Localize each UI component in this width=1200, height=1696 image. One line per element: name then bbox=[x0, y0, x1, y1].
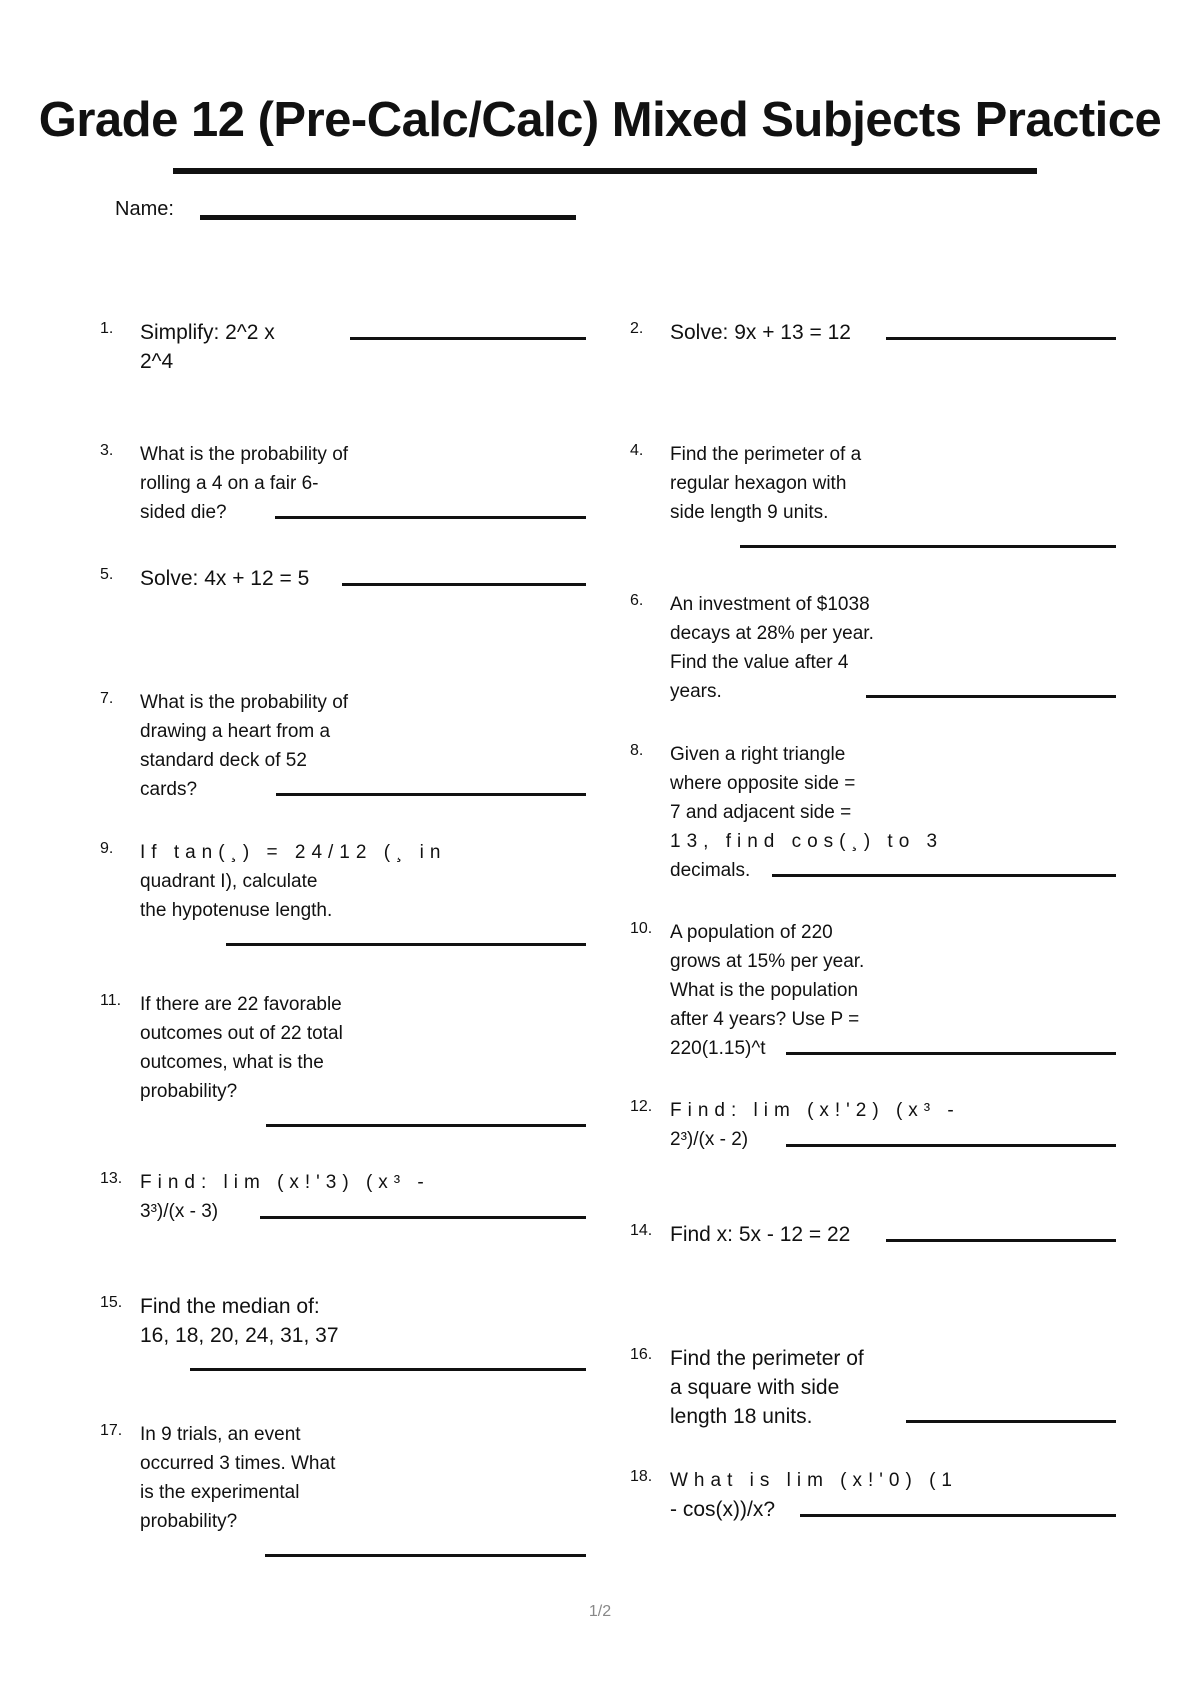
question-number: 12. bbox=[630, 1098, 653, 1115]
answer-line[interactable] bbox=[276, 793, 586, 796]
question-text: Solve: 9x + 13 = 12 bbox=[670, 321, 851, 344]
title-underline bbox=[173, 168, 1037, 174]
question-number: 17. bbox=[100, 1422, 123, 1439]
question-text-spaced: Find: lim (x!'2) (x³ - bbox=[670, 1100, 960, 1121]
question-text: Given a right triangle where opposite side = 7 and adjacent side = bbox=[670, 744, 856, 823]
question-text-spaced: Find: lim (x!'3) (x³ - bbox=[140, 1172, 430, 1193]
question-number: 13. bbox=[100, 1170, 123, 1187]
question-text: Find x: 5x - 12 = 22 bbox=[670, 1223, 851, 1246]
answer-line[interactable] bbox=[342, 583, 586, 586]
page-title: Grade 12 (Pre-Calc/Calc) Mixed Subjects Practice bbox=[38, 93, 1162, 147]
question-6 bbox=[630, 590, 1100, 706]
answer-line[interactable] bbox=[786, 1144, 1116, 1147]
question-text: - cos(x))/x? bbox=[670, 1498, 775, 1521]
answer-line[interactable] bbox=[350, 337, 586, 340]
question-text: If there are 22 favorable outcomes out of 22 total outcomes, what is the probability? bbox=[140, 994, 343, 1102]
question-8 bbox=[630, 740, 1100, 885]
answer-line[interactable] bbox=[740, 545, 1116, 548]
question-number: 3. bbox=[100, 442, 114, 459]
question-10 bbox=[630, 918, 1100, 1063]
question-number: 4. bbox=[630, 442, 644, 459]
question-number: 14. bbox=[630, 1222, 653, 1239]
question-text: What is the probability of rolling a 4 on a fair 6-sided die? bbox=[140, 444, 349, 523]
question-number: 9. bbox=[100, 840, 114, 857]
answer-line[interactable] bbox=[800, 1514, 1116, 1517]
name-label: Name: bbox=[115, 198, 174, 220]
question-16 bbox=[630, 1344, 1100, 1431]
question-text: Solve: 4x + 12 = 5 bbox=[140, 567, 310, 590]
question-13 bbox=[100, 1168, 570, 1226]
question-5 bbox=[100, 564, 570, 593]
question-text: 3³)/(x - 3) bbox=[140, 1201, 219, 1222]
question-text: 2³)/(x - 2) bbox=[670, 1129, 749, 1150]
question-text: What is the probability of drawing a heart from a standard deck of 52 cards? bbox=[140, 692, 349, 800]
answer-line[interactable] bbox=[266, 1124, 586, 1127]
answer-line[interactable] bbox=[260, 1216, 586, 1219]
question-number: 7. bbox=[100, 690, 114, 707]
question-number: 16. bbox=[630, 1346, 653, 1363]
question-11 bbox=[100, 990, 570, 1106]
question-text: Find the perimeter of a square with side length 18 units. bbox=[670, 1347, 864, 1428]
name-field[interactable] bbox=[200, 215, 576, 220]
question-18 bbox=[630, 1466, 1100, 1524]
question-12 bbox=[630, 1096, 1100, 1154]
answer-line[interactable] bbox=[886, 1239, 1116, 1242]
page-number: 1/2 bbox=[588, 1603, 612, 1620]
answer-line[interactable] bbox=[190, 1368, 586, 1371]
question-text: decimals. bbox=[670, 860, 751, 881]
question-text: Simplify: 2^2 x 2^4 bbox=[140, 321, 275, 373]
question-number: 6. bbox=[630, 592, 644, 609]
question-text-spaced: What is lim (x!'0) (1 bbox=[670, 1470, 958, 1491]
answer-line[interactable] bbox=[772, 874, 1116, 877]
question-number: 15. bbox=[100, 1294, 123, 1311]
question-2 bbox=[630, 318, 1100, 347]
answer-line[interactable] bbox=[866, 695, 1116, 698]
question-text: quadrant I), calculate the hypotenuse length. bbox=[140, 871, 333, 921]
question-17 bbox=[100, 1420, 570, 1536]
answer-line[interactable] bbox=[275, 516, 586, 519]
question-3 bbox=[100, 440, 570, 527]
question-15 bbox=[100, 1292, 570, 1350]
question-1 bbox=[100, 318, 570, 376]
question-text: A population of 220 grows at 15% per year. What is the population after 4 years? Use P = 220(1.15)^t bbox=[670, 922, 865, 1059]
question-text: Find the perimeter of a regular hexagon with side length 9 units. bbox=[670, 444, 862, 523]
question-number: 10. bbox=[630, 920, 653, 937]
question-7 bbox=[100, 688, 570, 804]
question-text-spaced: If tan(¸) = 24/12 (¸ in bbox=[140, 842, 447, 863]
question-14 bbox=[630, 1220, 1100, 1249]
question-number: 8. bbox=[630, 742, 644, 759]
question-text: Find the median of: 16, 18, 20, 24, 31, 37 bbox=[140, 1295, 339, 1347]
question-text-spaced: 13, find cos(¸) to 3 bbox=[670, 831, 944, 852]
question-text: An investment of $1038 decays at 28% per year. Find the value after 4 years. bbox=[670, 594, 874, 702]
question-number: 2. bbox=[630, 320, 644, 337]
answer-line[interactable] bbox=[906, 1420, 1116, 1423]
answer-line[interactable] bbox=[886, 337, 1116, 340]
answer-line[interactable] bbox=[265, 1554, 586, 1557]
question-number: 5. bbox=[100, 566, 114, 583]
answer-line[interactable] bbox=[226, 943, 586, 946]
question-9 bbox=[100, 838, 570, 925]
question-number: 18. bbox=[630, 1468, 653, 1485]
answer-line[interactable] bbox=[786, 1052, 1116, 1055]
question-text: In 9 trials, an event occurred 3 times. What is the experimental probability? bbox=[140, 1424, 336, 1532]
question-number: 11. bbox=[100, 992, 122, 1009]
question-4 bbox=[630, 440, 1100, 527]
question-number: 1. bbox=[100, 320, 114, 337]
